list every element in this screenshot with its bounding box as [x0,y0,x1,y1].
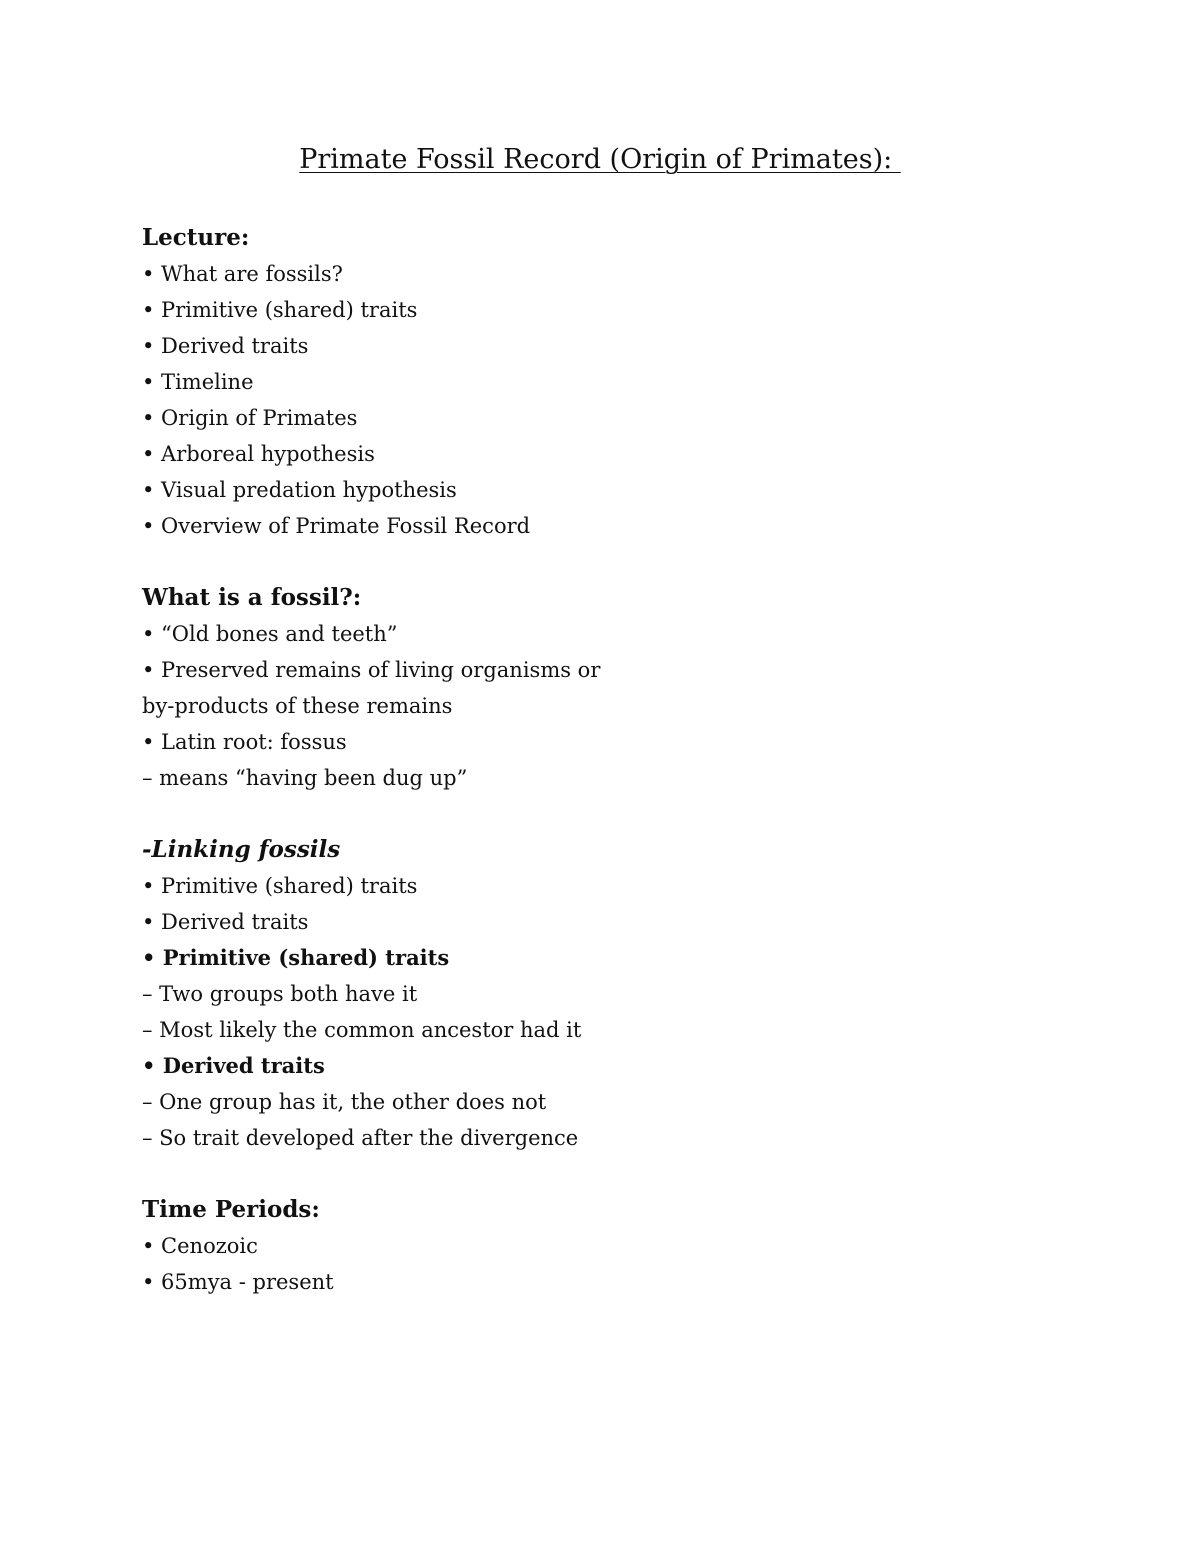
fossil-item: • Latin root: fossus [142,730,347,754]
fossil-item: – means “having been dug up” [142,766,468,790]
time-period-item: • Cenozoic [142,1234,258,1258]
fossil-item: by-products of these remains [142,694,453,718]
lecture-item: • What are fossils? [142,262,343,286]
lecture-item: • Timeline [142,370,254,394]
lecture-item: • Visual predation hypothesis [142,478,457,502]
linking-item: • Primitive (shared) traits [142,874,418,898]
lecture-item: • Origin of Primates [142,406,358,430]
time-period-item: • 65mya - present [142,1270,334,1294]
lecture-item: • Arboreal hypothesis [142,442,375,466]
derived-traits-item: – So trait developed after the divergence [142,1126,579,1150]
fossil-item: • Preserved remains of living organisms or [142,658,601,682]
primitive-traits-item: – Most likely the common ancestor had it [142,1018,582,1042]
section-spacer [142,796,1042,832]
section-spacer [142,544,1042,580]
lecture-item: • Primitive (shared) traits [142,298,418,322]
linking-heading: -Linking fossils [142,836,341,863]
lecture-item: • Derived traits [142,334,309,358]
derived-traits-subheading: • Derived traits [142,1053,325,1078]
fossil-item: • “Old bones and teeth” [142,622,398,646]
linking-item: • Derived traits [142,910,309,934]
lecture-heading: Lecture: [142,224,250,251]
section-spacer [142,1156,1042,1192]
primitive-traits-subheading: • Primitive (shared) traits [142,945,450,970]
derived-traits-item: – One group has it, the other does not [142,1090,547,1114]
time-periods-heading: Time Periods: [142,1196,320,1223]
document-body [142,220,1042,1300]
fossil-heading: What is a fossil?: [142,584,362,611]
page-title: Primate Fossil Record (Origin of Primates): [299,144,901,175]
primitive-traits-item: – Two groups both have it [142,982,418,1006]
lecture-item: • Overview of Primate Fossil Record [142,514,531,538]
